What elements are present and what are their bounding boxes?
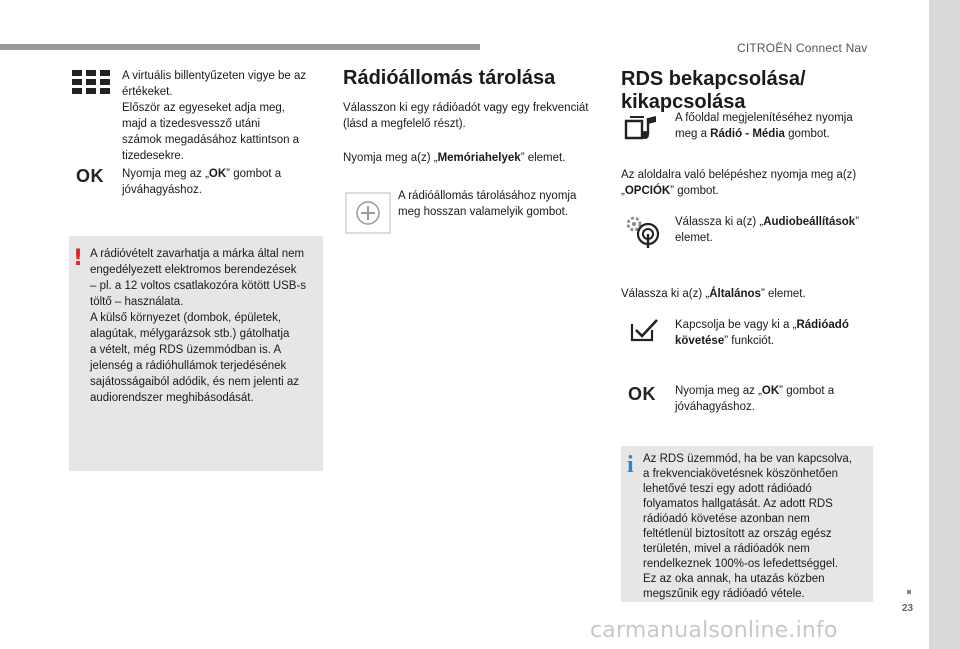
audio-settings-icon [624, 213, 662, 249]
add-preset-icon [345, 192, 391, 234]
memory-instruction: Nyomja meg a(z) „Memóriahelyek” elemet. [343, 152, 566, 164]
info-icon: i [627, 452, 634, 478]
subpage-instruction: Az aloldalra való belépéshez nyomja meg a(z) „OPCIÓK” gombot. [621, 169, 857, 197]
header-rule [0, 44, 480, 50]
ok-instruction: Nyomja meg az „OK” gombot a jóváhagyáshoz. [675, 385, 835, 413]
ok-icon: OK [76, 166, 104, 186]
page-number: 23 [902, 603, 914, 614]
checkbox-icon [630, 318, 660, 342]
keypad-icon [72, 70, 110, 94]
ok-icon: OK [628, 384, 656, 404]
audio-settings-instruction: Válassza ki a(z) „Audiobeállítások” elemet. [675, 216, 860, 244]
heading-station-storage: Rádióállomás tárolása [343, 67, 556, 89]
station-intro: Válasszon ki egy rádióadót vagy egy frekvenciát (lásd a megfelelő részt). [343, 102, 589, 130]
info-text: Az RDS üzemmód, ha be van kapcsolva, a frekvenciakövetésnek köszönhetően lehetővé teszi egy adott rádióadó folyamatos hallgatását. Az adott RDS rádióadó követése azonban nem feltétlenül biztosított az ország egész területén, mivel a rádióadók nem rendelkeznek 100%-os lefedettséggel. Ez az oka annak, ha utazás közben megszűnik egy rádióadó vétele. [643, 453, 853, 600]
warning-text: A rádióvételt zavarhatja a márka által nem engedélyezett elektromos berendezések – pl. a 12 voltos csatlakozóra kötött USB-s töltő – használata. A külső környezet (dombok, épületek, alagútak, mélygarázsok stb.) gátolhatja a vételt, még RDS üzemmódban is. A jelenség a rádióhullámok terjedésének sajátosságaiból adódik, és nem jelenti az audiorendszer meghibásodását. [90, 248, 307, 404]
store-instruction: A rádióállomás tárolásához nyomja meg hosszan valamelyik gombot. [398, 190, 577, 218]
keyboard-instructions: A virtuális billentyűzeten vigye be az értékeket. Először az egyeseket adja meg, majd a tizedesvessző utáni számok megadásához kattintson a tizedesekre. [122, 70, 307, 162]
main-page-instruction: A főoldal megjelenítéséhez nyomja meg a Rádió - Média gombot. [675, 112, 853, 140]
heading-rds: RDS bekapcsolása/ kikapcsolása [621, 68, 806, 113]
warning-icon: ! [73, 246, 84, 271]
general-instruction: Válassza ki a(z) „Általános” elemet. [621, 288, 806, 300]
page-sidebar [929, 0, 960, 649]
radio-media-icon [622, 112, 662, 144]
watermark: carmanualsonline.info [590, 618, 838, 643]
page-marker [907, 590, 911, 594]
page-header-title: CITROËN Connect Nav [737, 41, 868, 55]
ok-instruction: Nyomja meg az „OK” gombot a jóváhagyáshoz. [122, 168, 282, 196]
follow-instruction: Kapcsolja be vagy ki a „Rádióadó követése” funkciót. [675, 319, 849, 347]
